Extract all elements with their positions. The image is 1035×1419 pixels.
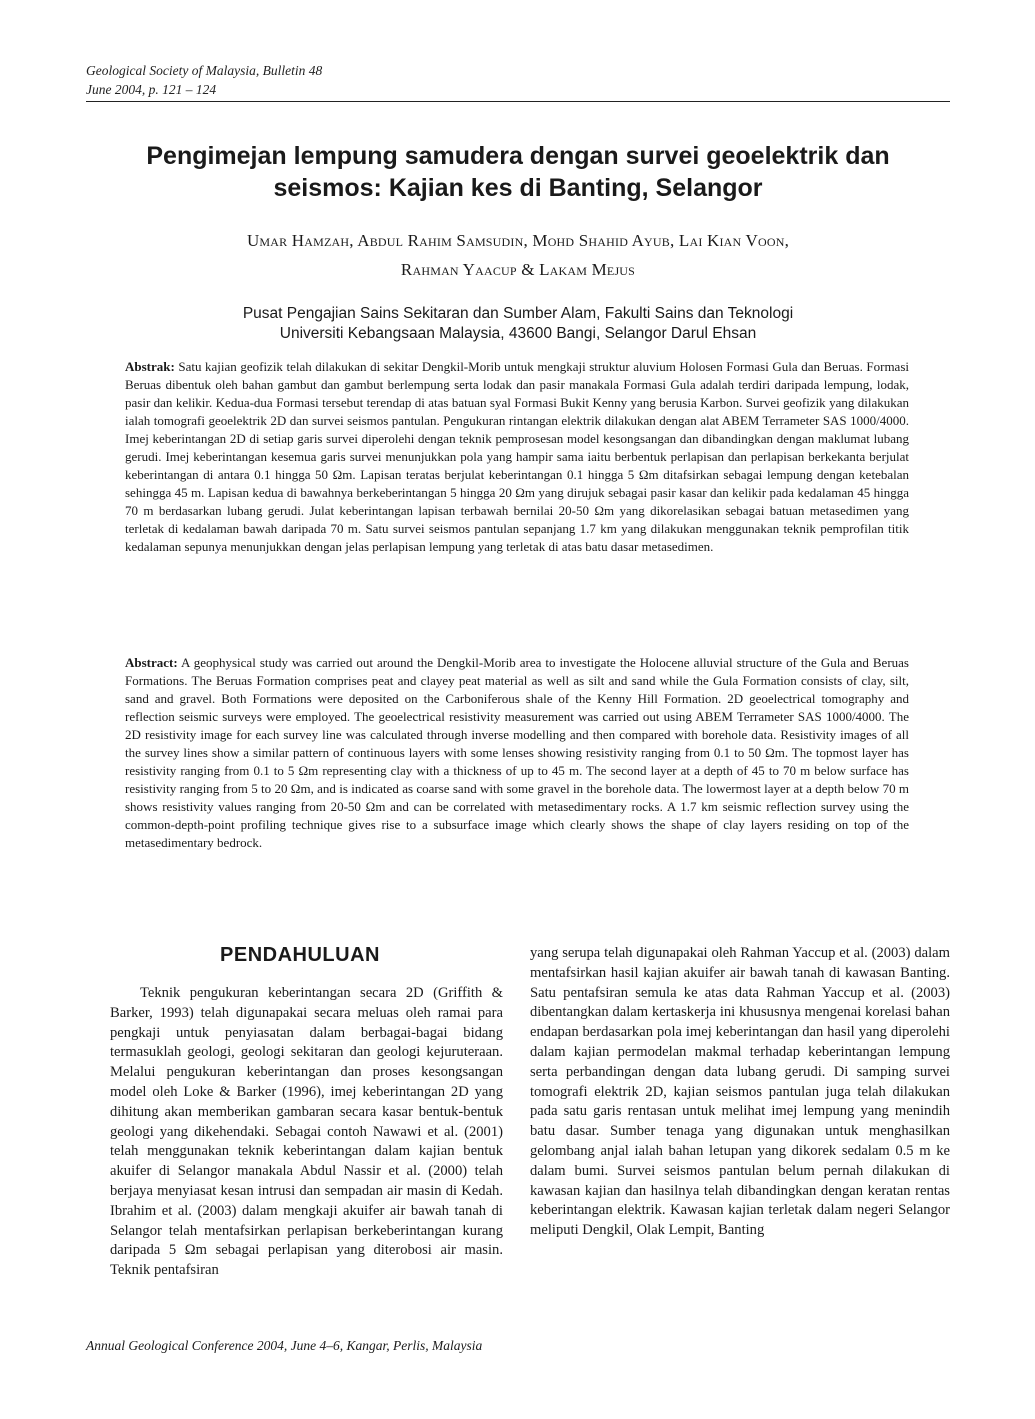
abstract-english	[125, 654, 909, 852]
abstract-malay-label: Abstrak:	[125, 359, 175, 374]
journal-issue: June 2004, p. 121 – 124	[86, 82, 217, 97]
author-list	[90, 226, 946, 284]
authors-line-1: Umar Hamzah, Abdul Rahim Samsudin, Mohd Shahid Ayub, Lai Kian Voon,	[246, 231, 790, 250]
abstract-malay	[125, 358, 909, 556]
title-line-1: Pengimejan lempung samudera dengan survei geoelektrik dan	[146, 142, 890, 170]
abstract-english-text: A geophysical study was carried out around the Dengkil-Morib area to investigate the Holocene alluvial structure of the Gula and Beruas Formations. The Beruas Formation comprises peat and clayey peat material as well as silt and sand while the Gula Formation consists of clay, silt, sand and gravel. Both Formations were deposited on the Carboniferous shale of the Kenny Hill Formation. 2D geoelectrical tomography and reflection seismic surveys were employed. The geoelectrical resistivity measurement was carried out using ABEM Terrameter SAS 1000/4000. The 2D resistivity image for each survey line was calculated through inverse modelling and then compared with borehole data. Resistivity images of all the survey lines show a similar pattern of continuous layers with some lenses showing resistivity ranging from 0.1 to 50 Ωm. The topmost layer has resistivity ranging from 0.1 to 5 Ωm representing clay with a thickness of up to 45 m. The second layer at a depth of 45 to 70 m below surface has resistivity ranging from 5 to 20 Ωm, and is indicated as coarse sand with some gravel in the borehole data. The lowermost layer at a depth below 70 m shows resistivity values ranging from 20-50 Ωm and can be correlated with metasedimentary rocks. A 1.7 km seismic reflection survey using the common-depth-point profiling technique gives rise to a subsurface image which clearly shows the shape of clay layers residing on top of the metasedimentary bedrock.	[125, 655, 909, 850]
journal-name: Geological Society of Malaysia, Bulletin 48	[86, 63, 323, 78]
affiliation-line-1: Pusat Pengajian Sains Sekitaran dan Sumber Alam, Fakulti Sains dan Teknologi	[242, 305, 794, 322]
body-text-right-column: yang serupa telah digunapakai oleh Rahman Yaccup et al. (2003) dalam mentafsirkan hasil kajian akuifer air bawah tanah di kawasan Banting. Satu pentafsiran semula ke atas data Rahman Yaccup et al. (2003) dibentangkan dalam kertaskerja ini khususnya mengenai korelasi bahan endapan berdasarkan pola imej keberintangan dan hasil yang diperolehi dalam kajian permodelan makmal terhadap keberintangan lempung serta perbandingan dengan data lubang gerudi. Di samping survei tomografi elektrik 2D, kajian seismos pantulan juga telah dilakukan pada satu garis rentasan untuk melihat imej lempung yang menindih batu dasar. Sumber tenaga yang digunakan untuk menghasilkan gelombang anjal ialah bahan letupan yang dikorek sedalam 0.5 m ke dalam bumi. Survei seismos pantulan belum pernah dilakukan di kawasan kajian dan hasilnya telah dibandingkan dengan keratan rentas keberintangan elektrik. Kawasan kajian terletak dalam negeri Selangor meliputi Dengkil, Olak Lempit, Banting	[530, 945, 950, 1239]
affiliation	[90, 304, 946, 344]
title-line-2: seismos: Kajian kes di Banting, Selangor	[273, 174, 763, 202]
affiliation-line-2: Universiti Kebangsaan Malaysia, 43600 Bangi, Selangor Darul Ehsan	[279, 325, 757, 342]
abstract-english-label: Abstract:	[125, 655, 178, 670]
section-heading-introduction: PENDAHULUAN	[220, 944, 380, 966]
abstract-malay-text: Satu kajian geofizik telah dilakukan di sekitar Dengkil-Morib untuk mengkaji struktur aluvium Holosen Formasi Gula dan Beruas. Formasi Beruas dibentuk oleh bahan gambut dan gambut berlempung serta lodak dan pasir manakala Formasi Gula adalah terdiri daripada lempung, lodak, pasir dan kelikir. Kedua-dua Formasi tersebut terendap di atas batuan syal Formasi Bukit Kenny yang berusia Karbon. Survei geofizik yang dilakukan ialah tomografi geoelektrik 2D dan survei seismos pantulan. Pengukuran rintangan elektrik dilakukan dengan alat ABEM Terrameter SAS 1000/4000. Imej keberintangan 2D di setiap garis survei diperolehi dengan teknik pemprosesan model kesongsangan dan dibandingkan dengan maklumat lubang gerudi. Imej keberintangan kesemua garis survei menunjukkan pola yang hampir sama iaitu berbentuk perlapisan dan perlapisan berkekanta berjulat keberintangan di antara 0.1 hingga 50 Ωm. Lapisan teratas berjulat keberintangan 0.1 hingga 5 Ωm ditafsirkan sebagai lempung dengan ketebalan sehingga 45 m. Lapisan kedua di bawahnya berkeberintangan 5 hingga 20 Ωm yang dirujuk sebagai pasir kasar dan kelikir pada kedalaman 45 hingga 70 m berdasarkan lubang gerudi. Julat keberintangan lapisan terbawah bernilai 20-50 Ωm yang dikorelasikan sebagai batuan metasedimen yang terletak di kedalaman bawah daripada 70 m. Satu survei seismos pantulan sepanjang 1.7 km yang dilakukan menggunakan teknik pemprofilan titik kedalaman sepunya menunjukkan dengan jelas perlapisan lempung yang terletak di atas batu dasar metasedimen.	[125, 359, 910, 554]
body-text-left-column: Teknik pengukuran keberintangan secara 2D (Griffith & Barker, 1993) telah digunapakai secara meluas oleh ramai para pengkaji untuk penyiasatan dalam berbagai-bagai bidang termasuklah geologi, geologi sekitaran dan geologi kejuruteraan. Melalui pengukuran keberintangan dan proses kesongsangan model oleh Loke & Barker (1996), imej keberintangan 2D yang dihitung akan memberikan gambaran secara kasar bentuk-bentuk geologi yang dikehendaki. Sebagai contoh Nawawi et al. (2001) telah menggunakan teknik keberintangan dalam kajian bentuk akuifer di Selangor manakala Abdul Nassir et al. (2000) telah berjaya menyiasat kesan intrusi dan sempadan air masin di Kedah. Ibrahim et al. (2003) dalam mengkaji akuifer air bawah tanah di Selangor telah mentafsirkan perlapisan berkeberintangan kurang daripada 5 Ωm sebagai perlapisan yang diterobosi air masin. Teknik pentafsiran	[110, 985, 503, 1279]
authors-line-2: Rahman Yaacup & Lakam Mejus	[400, 260, 636, 279]
header-divider	[86, 101, 950, 102]
paper-title	[90, 140, 946, 204]
conference-footer: Annual Geological Conference 2004, June 4–6, Kangar, Perlis, Malaysia	[86, 1338, 483, 1353]
